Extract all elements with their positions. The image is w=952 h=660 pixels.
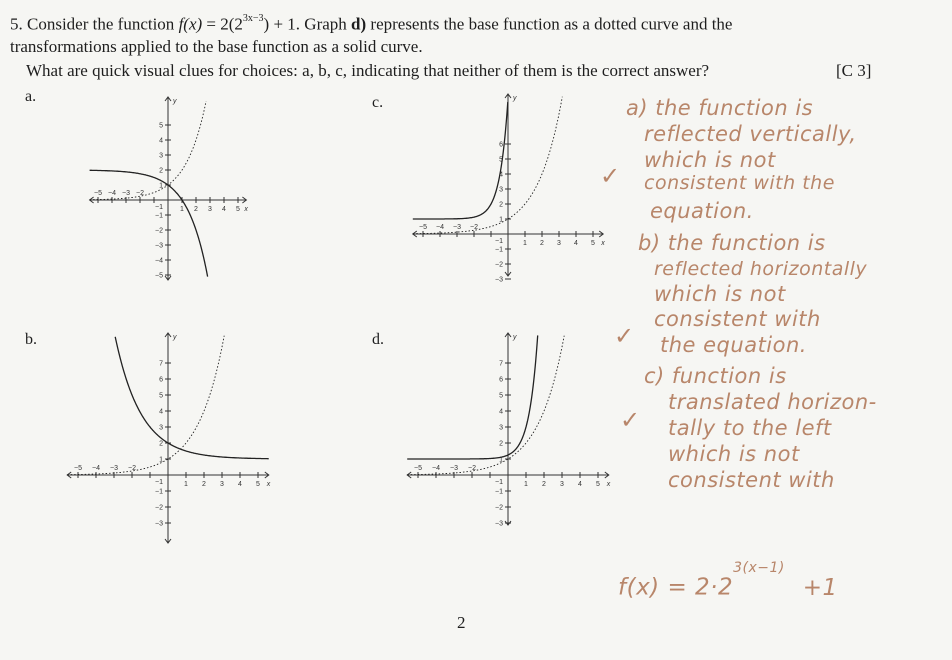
hw-line: consistent with the xyxy=(644,172,835,194)
function-exponent: 3x−3 xyxy=(242,13,264,24)
y-tick-label: 2 xyxy=(159,440,163,448)
y-tick-label: −2 xyxy=(495,261,503,269)
question-text xyxy=(10,10,940,58)
y-tick-label: −2 xyxy=(155,227,163,235)
y-tick-label: 2 xyxy=(499,440,503,448)
check-mark: ✓ xyxy=(600,162,621,190)
x-tick-label: 1 xyxy=(524,481,528,488)
x-tick-label: 4 xyxy=(238,481,242,488)
x-tick-label: 2 xyxy=(542,481,546,488)
x-tick-label: 5 xyxy=(596,481,600,488)
y-tick-label: −1 xyxy=(155,488,163,496)
x-tick-label: 1 xyxy=(523,240,527,247)
x-tick-label: −4 xyxy=(436,224,444,231)
y-tick-label: 3 xyxy=(159,424,163,432)
y-tick-label: 2 xyxy=(159,167,163,175)
label-b: b. xyxy=(25,331,37,348)
x-tick-label: 3 xyxy=(560,481,564,488)
y-tick-label: 2 xyxy=(499,201,503,209)
function-name: f(x) xyxy=(178,14,203,34)
x-tick-label: 2 xyxy=(194,206,198,213)
y-axis-label: y xyxy=(173,98,177,105)
y-tick-label: 6 xyxy=(159,376,163,384)
x-tick-label: −4 xyxy=(92,465,100,472)
y-tick-label: 5 xyxy=(159,392,163,400)
x-tick-label: 4 xyxy=(222,206,226,213)
x-tick-label: 1 xyxy=(180,206,184,213)
x-tick-label: −1 xyxy=(155,204,163,211)
x-tick-label: −5 xyxy=(74,465,82,472)
check-mark: ✓ xyxy=(620,406,641,434)
y-tick-label: 4 xyxy=(159,408,163,416)
graph-d xyxy=(398,325,618,530)
transformed-curve-solid xyxy=(407,335,538,459)
x-tick-label: −2 xyxy=(470,224,478,231)
criterion-tag: [C 3] xyxy=(836,61,872,80)
y-tick-label: 5 xyxy=(159,122,163,130)
y-tick-label: −2 xyxy=(495,504,503,512)
label-c: c. xyxy=(372,94,384,111)
x-tick-label: −2 xyxy=(468,465,476,472)
x-tick-label: 5 xyxy=(256,481,260,488)
y-tick-label: 3 xyxy=(159,152,163,160)
y-tick-label: −3 xyxy=(155,520,163,528)
y-tick-label: −5 xyxy=(155,272,163,280)
y-tick-label: 5 xyxy=(499,156,503,164)
question-line-3: What are quick visual clues for choices: a, b, c, indicating that neither of them is the correct answer? xyxy=(26,61,710,80)
y-axis-label: y xyxy=(173,334,177,341)
y-tick-label: −3 xyxy=(155,242,163,250)
y-tick-label: 4 xyxy=(159,137,163,145)
y-tick-label: 1 xyxy=(159,182,163,190)
x-tick-label: −3 xyxy=(450,465,458,472)
hw-line: translated horizon- xyxy=(668,390,877,414)
hw-line: a) the function is xyxy=(626,96,814,120)
question-line-2: transformations applied to the base function as a solid curve. xyxy=(10,36,423,56)
hw-line: which is not xyxy=(644,148,776,172)
graph-reference: d) xyxy=(351,14,367,34)
y-tick-label: 5 xyxy=(499,392,503,400)
y-axis-label: y xyxy=(513,334,517,341)
base-curve-dotted xyxy=(413,97,563,234)
x-tick-label: −3 xyxy=(453,224,461,231)
y-tick-label: 1 xyxy=(499,456,503,464)
y-tick-label: −1 xyxy=(495,246,503,254)
hw-line: consistent with xyxy=(654,307,821,331)
y-tick-label: −1 xyxy=(155,212,163,220)
graph-b xyxy=(55,325,285,550)
page-number: 2 xyxy=(457,613,466,632)
hw-line: b) the function is xyxy=(638,231,826,255)
transformed-curve-solid xyxy=(115,337,269,459)
y-tick-label: 7 xyxy=(499,360,503,368)
y-tick-label: −3 xyxy=(495,276,503,284)
x-tick-label: 3 xyxy=(208,206,212,213)
y-tick-label: 1 xyxy=(159,456,163,464)
y-tick-label: −4 xyxy=(155,257,163,265)
x-tick-label: −1 xyxy=(155,479,163,486)
x-tick-label: −3 xyxy=(110,465,118,472)
x-tick-label: 5 xyxy=(591,240,595,247)
y-tick-label: 7 xyxy=(159,360,163,368)
x-axis-label: x xyxy=(266,481,271,488)
hw-line: which is not xyxy=(654,282,786,306)
label-a: a. xyxy=(25,88,37,105)
check-mark: ✓ xyxy=(614,322,635,350)
hw-line: the equation. xyxy=(660,333,807,357)
x-tick-label: −4 xyxy=(432,465,440,472)
base-curve-dotted xyxy=(90,101,207,200)
x-tick-label: −5 xyxy=(94,190,102,197)
x-tick-label: −1 xyxy=(495,479,503,486)
hw-formula-exponent: 3(x−1) xyxy=(733,560,785,576)
x-tick-label: −3 xyxy=(122,190,130,197)
question-line-1: 5. Consider the function $f(x) = 2(2^{3x-3}) + 1$. Graph d) represents the base function as a dotted curve and the xyxy=(10,13,733,34)
graph-c xyxy=(398,90,618,284)
hw-line: tally to the left xyxy=(668,416,832,440)
x-tick-label: −5 xyxy=(414,465,422,472)
x-tick-label: 4 xyxy=(574,240,578,247)
hw-line: which is not xyxy=(668,442,800,466)
y-tick-label: −1 xyxy=(495,488,503,496)
x-tick-label: 2 xyxy=(202,481,206,488)
hw-line: consistent with xyxy=(668,468,835,492)
hw-line: reflected horizontally xyxy=(654,258,868,280)
y-tick-label: 3 xyxy=(499,186,503,194)
x-axis-label: x xyxy=(601,240,605,247)
hw-line: equation. xyxy=(650,199,754,223)
question-number: 5. xyxy=(10,14,23,34)
x-tick-label: 5 xyxy=(236,206,240,213)
y-tick-label: 6 xyxy=(499,376,503,384)
hw-line: reflected vertically, xyxy=(644,122,857,146)
x-tick-label: −2 xyxy=(128,465,136,472)
x-axis-label: x xyxy=(606,481,611,488)
y-axis-label: y xyxy=(513,95,517,102)
y-tick-label: −3 xyxy=(495,520,503,528)
y-tick-label: 1 xyxy=(499,216,503,224)
x-tick-label: 4 xyxy=(578,481,582,488)
y-tick-label: −2 xyxy=(155,504,163,512)
x-axis-label: x xyxy=(244,206,248,213)
graph-a xyxy=(55,85,275,290)
x-tick-label: −5 xyxy=(419,224,427,231)
x-tick-label: 3 xyxy=(220,481,224,488)
x-tick-label: 3 xyxy=(557,240,561,247)
transformed-curve-solid xyxy=(413,102,508,219)
hw-line: c) function is xyxy=(644,364,787,388)
x-tick-label: 1 xyxy=(184,481,188,488)
y-tick-label: 3 xyxy=(499,424,503,432)
base-curve-dotted xyxy=(407,336,564,475)
hw-formula: $f(x) = 2\cdot 2^{3(x-1)} +1$ xyxy=(618,560,838,601)
x-tick-label: 2 xyxy=(540,240,544,247)
handwritten-answer xyxy=(596,96,946,616)
transformed-curve-solid xyxy=(90,167,208,276)
y-tick-label: 4 xyxy=(499,408,503,416)
x-tick-label: −2 xyxy=(136,190,144,197)
label-d: d. xyxy=(372,331,384,348)
y-tick-label: 4 xyxy=(499,171,503,179)
y-tick-label: 6 xyxy=(499,141,503,149)
x-tick-label: −4 xyxy=(108,190,116,197)
x-tick-label: −1 xyxy=(495,238,503,245)
